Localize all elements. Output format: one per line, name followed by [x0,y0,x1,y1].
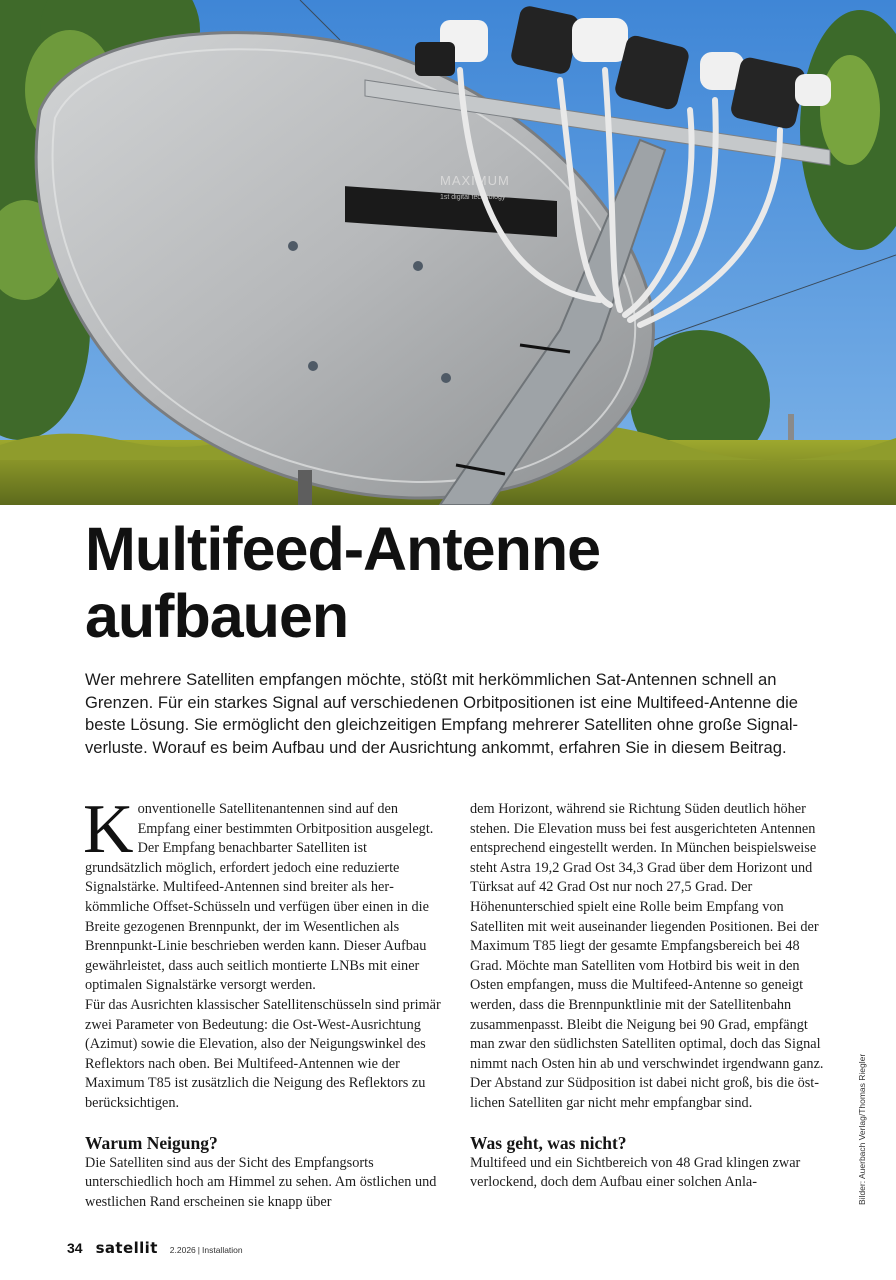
drop-cap: K [83,791,134,868]
issue-label: 2.2026 [169,1245,196,1255]
article-lead: Wer mehrere Satelliten empfangen möchte, stößt mit herkömmlichen Sat-Antennen schnell an Grenzen. Für ein starkes Signal auf verschiedenen Orbitpositionen ist eine Multifeed-Antenne die beste Lösung. Sie ermöglicht den gleichzeitigen Empfang mehrerer Satelliten ohne große Signalverluste. Worauf es beim Aufbau und der Ausrichtung ankommt, erfahren Sie in diesem Beitrag. [85,670,799,757]
article-title: Multifeed-Antenne aufbauen [85,515,601,650]
section-label: Installation [202,1245,243,1255]
paragraph-3: Die Satelliten sind aus der Sicht des Empfangsorts unterschiedlich hoch am Himmel zu sehen. Am östlichen und westlichen Rand erscheinen sie knapp über [85,1154,437,1210]
subhead-was-geht: Was geht, was nicht? [470,1132,627,1153]
satellite-dish-illustration [0,0,896,505]
magazine-logo: satellit [95,1239,158,1257]
photo-credit: Bilder: Auerbach Verlag/Thomas Riegler [857,1053,867,1205]
page-footer [67,1239,243,1257]
page-number: 34 [67,1240,83,1256]
dish-brand-sub: 1st digital technology [440,194,506,201]
paragraph-intro [83,791,443,996]
paragraph-5: Multifeed und ein Sichtbereich von 48 Grad klingen zwar verlockend, doch dem Aufbau einer solchen Anla- [470,1154,801,1191]
body-column-left [83,791,443,1212]
body-column-right [470,800,830,1193]
footer-separator: | [197,1245,200,1255]
paragraph-4: dem Horizont, während sie Richtung Süden deutlich höher stehen. Die Elevation muss bei fest ausgerichteten Antennen entsprechend eingestellt werden. In München beispielsweise steht Astra 19,2 Grad Ost 34,3 Grad über dem Horizont und Türksat auf 42 Grad Ost nur noch 27,5 Grad. Der Höhenunterschied spielt eine Rolle beim Empfang von Satelliten mit weit auseinander liegenden Positionen. Bei der Maximum T85 liegt der gesamte Empfangsbereich bei 48 Grad. Möchte man Satelliten vom Hotbird bis weit in den Osten empfangen, muss die Multifeed-Antenne so geneigt werden, dass die Brennpunktlinie mit der Satellitenbahn zusammenpasst. Bleibt die Neigung bei 90 Grad, empfängt man zwar den südlichsten Satelliten optimal, doch das Signal nimmt nach Osten hin ab und verschwindet irgendwann ganz. Der Abstand zur Südposition ist dabei nicht groß, bis die östlichen Satelliten gar nicht mehr empfangbar sind. [470,801,824,1111]
paragraph-2: Für das Ausrichten klassischer Satellitenschüsseln sind primär zwei Parameter von Bedeutung: die Ost-West-Ausrichtung (Azimut) sowie die Elevation, also der Neigungswinkel des Reflektors nach oben. Bei Multifeed-Antennen wie der Maximum T85 ist zusätzlich die Neigung des Reflektors zu berücksichtigen. [85,996,441,1111]
dish-brand-label: MAXIMUM [440,173,510,188]
hero-photo [0,0,896,505]
subhead-warum-neigung: Warum Neigung? [85,1132,218,1153]
paragraph-1-text: onventionelle Satellitenantennen sind auf den Empfang einer bestimmten Orbitposition ausgelegt. Der Empfang benachbarter Satelliten ist grundsätzlich möglich, erfordert jedoch eine reduzierte Signalstärke. Multifeed-Antennen sind breiter als herkömmliche Offset-Schüsseln und verfügen über einen in die Breite gezogenen Brennpunkt, der im Wesentlichen als Brennpunkt-Linie beschrieben werden kann. Dieser Aufbau gewährleistet, dass auch seitlich montierte LNBs mit einer optimalen Signalstärke versorgt werden. [85,801,434,994]
